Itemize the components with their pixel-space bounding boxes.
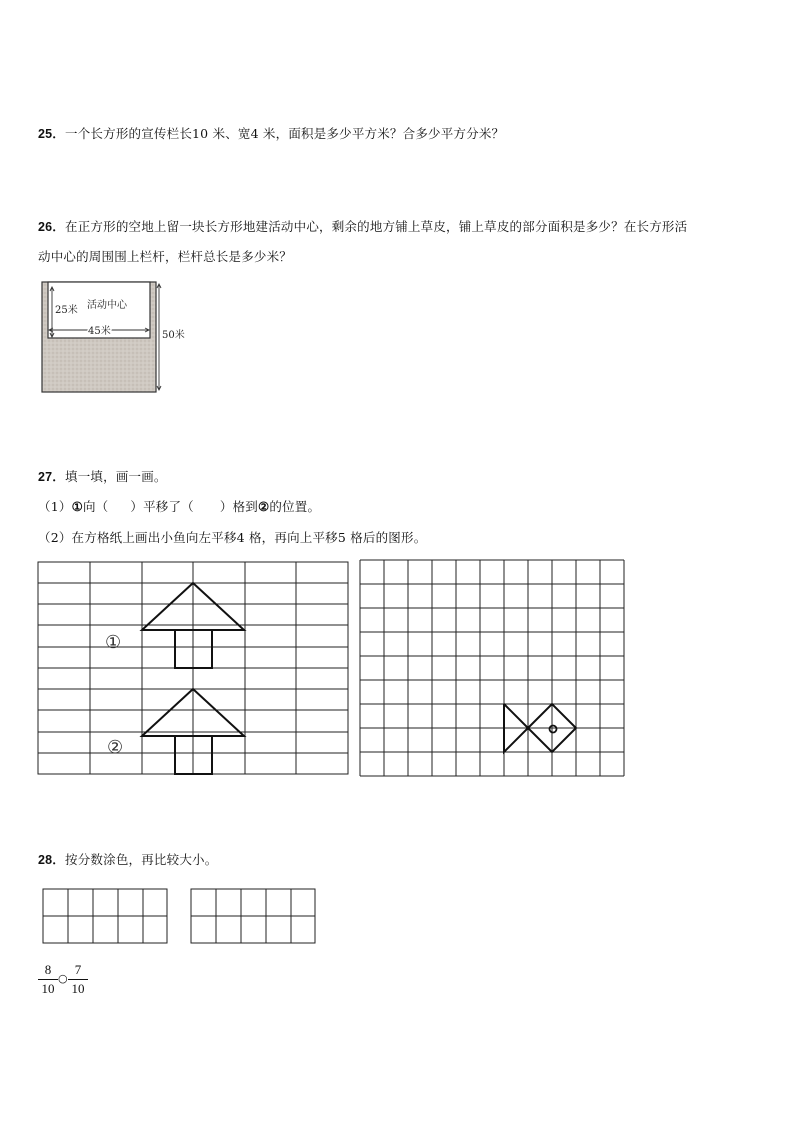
- question-27-part1: （1）①向（ ）平移了（ ）格到②的位置。: [38, 499, 321, 514]
- question-number: 25．: [38, 127, 66, 141]
- height-label: 25米: [55, 305, 78, 316]
- fraction-grid-1: [42, 888, 170, 946]
- activity-center-figure: [40, 280, 200, 395]
- fraction-grid-2: [190, 888, 318, 946]
- width-label: 45米: [88, 326, 111, 337]
- question-text: 按分数涂色，再比较大小。: [65, 852, 218, 867]
- center-label: 活动中心: [87, 300, 127, 311]
- fish-grid: [356, 556, 628, 778]
- question-26-line1: [38, 221, 687, 234]
- fish-eye: [550, 726, 557, 733]
- arrow-translation-grid: [37, 561, 351, 777]
- question-26-line2: 动中心的周围围上栏杆，栏杆总长是多少米？: [38, 249, 293, 264]
- question-text: 一个长方形的宣传栏长10 米、宽4 米，面积是多少平方米？合多少平方分米？: [65, 126, 505, 141]
- question-27-part2: （2）在方格纸上画出小鱼向左平移4 格，再向上平移5 格后的图形。: [38, 530, 427, 545]
- question-number: 27．: [38, 470, 66, 484]
- question-text: 在正方形的空地上留一块长方形地建活动中心，剩余的地方铺上草皮，铺上草皮的部分面积是多少？在长方形活: [65, 219, 688, 234]
- fraction-8-10: 8 10: [38, 962, 58, 997]
- question-number: 26．: [38, 220, 66, 234]
- shape-label-2: ②: [107, 737, 124, 758]
- shape-label-1: ①: [105, 632, 122, 653]
- fraction-7-10: 7 10: [68, 962, 88, 997]
- question-28: [38, 854, 217, 867]
- side-label: 50米: [162, 330, 185, 341]
- question-27-title: [38, 471, 167, 484]
- compare-circle[interactable]: ○: [58, 972, 68, 985]
- question-25: [38, 128, 504, 141]
- question-number: 28．: [38, 853, 66, 867]
- question-text: 填一填，画一画。: [65, 469, 167, 484]
